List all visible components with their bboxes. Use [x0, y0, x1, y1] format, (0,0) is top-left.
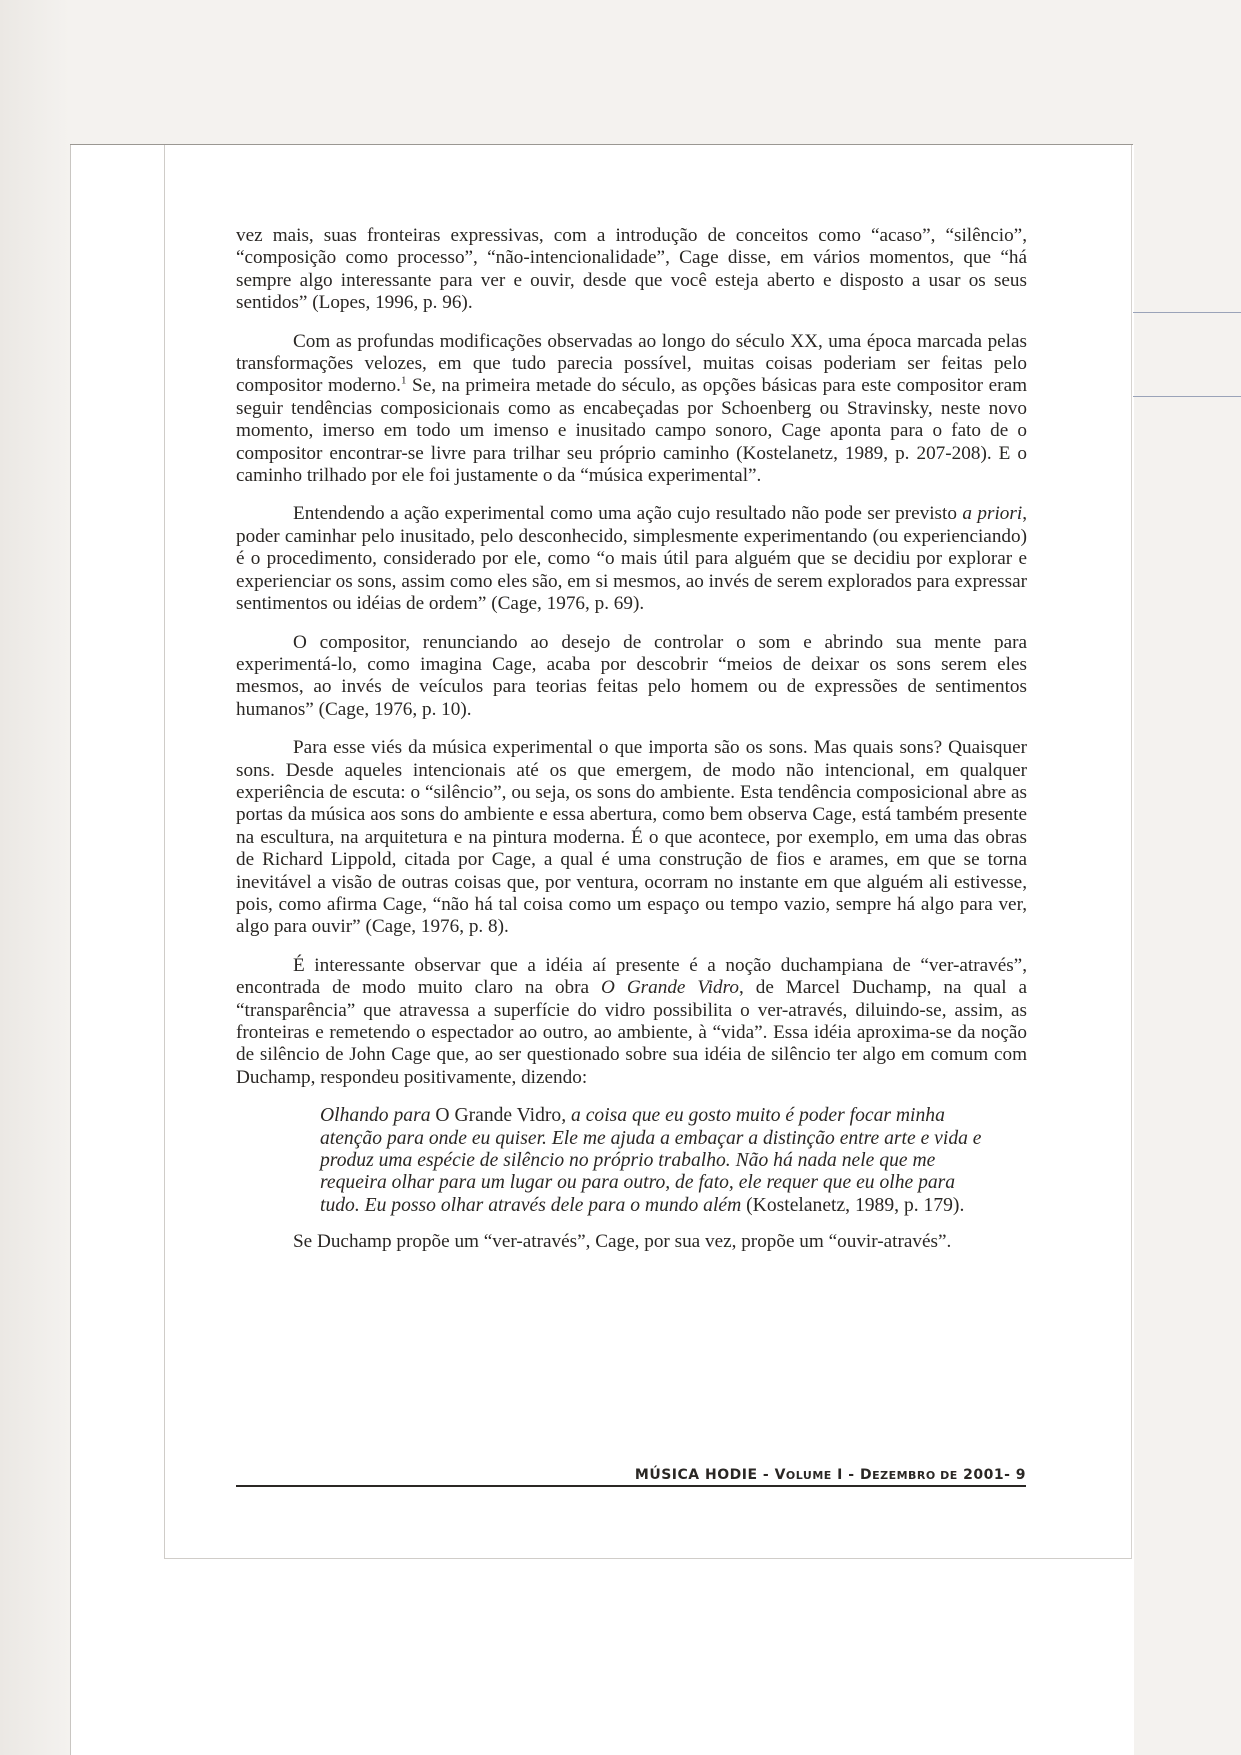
footer-separator: - [1004, 1467, 1016, 1483]
closing-paragraph: Se Duchamp propõe um “ver-através”, Cage, por sua vez, propõe um “ouvir-através”. [293, 1231, 952, 1253]
year: 2001 [957, 1467, 1005, 1483]
volume-label [775, 1467, 843, 1483]
running-footer [236, 1467, 1026, 1487]
margin-line [1133, 312, 1241, 313]
paragraph-4: O compositor, renunciando ao desejo de controlar o som e abrindo sua mente para experimentá-lo, como imagina Cage, acaba por descobrir “meios de deixar os sons serem eles mesmos, ao invés de veículos para teorias feitas pelo homem ou de expressões de sentimentos humanos” (Cage, 1976, p. 10). [236, 631, 1027, 720]
paragraph-3-text-b: , poder caminhar pelo inusitado, pelo desconhecido, simplesmente experimentando (ou experienciando) é o procedimento, considerado por ele, como “o mais útil para alguém que se decidiu por explorar e experienciar os sons, assim como eles são, em si mesmos, ao invés de serem explorados para expressar sentimentos ou idéias de ordem” (Cage, 1976, p. 69). [236, 503, 1027, 615]
volume-cap: V [774, 1467, 786, 1483]
scan-background [0, 0, 70, 1755]
paragraph-6-text-a: É interessante observar que a idéia aí presente é a noção duchampiana de “ver-através”, encontrada de modo muito claro na obra [236, 954, 1027, 999]
volume-rest: OLUME [785, 1469, 832, 1482]
month-cap: D [859, 1467, 873, 1483]
date-de: DE [935, 1469, 958, 1482]
month-rest: EZEMBRO [872, 1469, 936, 1482]
paragraph-2-text-a: Com as profundas modificações observadas ao longo do século XX, uma época marcada pelas transformações velozes, em que tudo parecia possível, muitas coisas poderiam ser feitas pelo compositor moderno. [236, 330, 1027, 397]
paragraph-3 [236, 503, 1027, 615]
quote-citation: (Kostelanetz, 1989, p. 179). [741, 1194, 965, 1216]
article-body [236, 225, 1027, 1270]
artwork-title: O Grande Vidro [601, 977, 739, 999]
footer-separator: - [842, 1467, 860, 1483]
paragraph-5: Para esse viés da música experimental o que importa são os sons. Mas quais sons? Quaisquer sons. Desde aqueles intencionais até os que emergem, de modo não intencional, em qualquer experiência de escuta: o “silêncio”, ou seja, os sons do ambiente. Esta tendência composicional abre as portas da música aos sons do ambiente e essa abertura, como bem observa Cage, está também presente na escultura, na arquitetura e na pintura moderna. É o que acontece, por exemplo, em uma das obras de Richard Lippold, citada por Cage, a qual é uma construção de fios e arames, em que se torna inevitável a visão de outras coisas que, por ventura, ocorram no instante em que alguém ali estivesse, pois, como afirma Cage, “não há tal coisa como um espaço ou tempo vazio, sempre há algo para ver, algo para ouvir” (Cage, 1976, p. 8). [236, 737, 1027, 938]
paragraph-6-text-b: , de Marcel Duchamp, na qual a “transparência” que atravessa a superfície do vidro possibilita o ver-através, diluindo-se, assim, as fronteiras e remetendo o espectador ao outro, ao ambiente, à “vida”. Essa idéia aproxima-se da noção de silêncio de John Cage que, ao ser questionado sobre sua idéia de silêncio ter algo em comum com Duchamp, respondeu positivamente, dizendo: [236, 977, 1027, 1088]
paragraph-2 [236, 331, 1027, 488]
quote-text-b: , a coisa que eu gosto muito é poder focar minha atenção para onde eu quiser. Ele me ajuda a embaçar a distinção entre arte e vida e produz uma espécie de silêncio no próprio trabalho. Não há nada nele que me requeira olhar para um lugar ou para outro, de fato, ele requer que eu olhe para tudo. Eu posso olhar através dele para o mundo além [320, 1105, 982, 1216]
paragraph-2-text-b: Se, na primeira metade do século, as opções básicas para este compositor eram seguir tendências composicionais como as encabeçadas por Schoenberg ou Stravinsky, neste novo momento, imerso em todo um imenso e inusitado campo sonoro, Cage aponta para o fato de o compositor encontrar-se livre para trilhar seu próprio caminho (Kostelanetz, 1989, p. 207-208). E o caminho trilhado por ele foi justamente o da “música experimental”. [236, 375, 1028, 487]
paragraph-1: vez mais, suas fronteiras expressivas, com a introdução de conceitos como “acaso”, “silêncio”, “composição como processo”, “não-intencionalidade”, Cage disse, em vários momentos, que “há sempre algo interessante para ver e ouvir, desde que você esteja aberto e disposto a usar os seus sentidos” (Lopes, 1996, p. 96). [236, 225, 1027, 314]
paragraph-3-text-a: Entendendo a ação experimental como uma ação cujo resultado não pode ser previsto [293, 503, 963, 525]
quote-artwork-title: O Grande Vidro [435, 1105, 562, 1127]
page-number: 9 [1015, 1467, 1026, 1483]
paragraph-6 [236, 955, 1027, 1089]
footnote-marker[interactable]: 1 [400, 375, 407, 388]
journal-name: MÚSICA HODIE [634, 1467, 758, 1483]
date-label [860, 1467, 1004, 1483]
volume-number: I [831, 1467, 843, 1483]
footer-separator: - [757, 1467, 775, 1483]
block-quote [236, 1105, 1027, 1217]
quote-text-a: Olhando para [320, 1105, 436, 1127]
margin-line [1133, 396, 1241, 397]
latin-term: a priori [962, 503, 1023, 525]
